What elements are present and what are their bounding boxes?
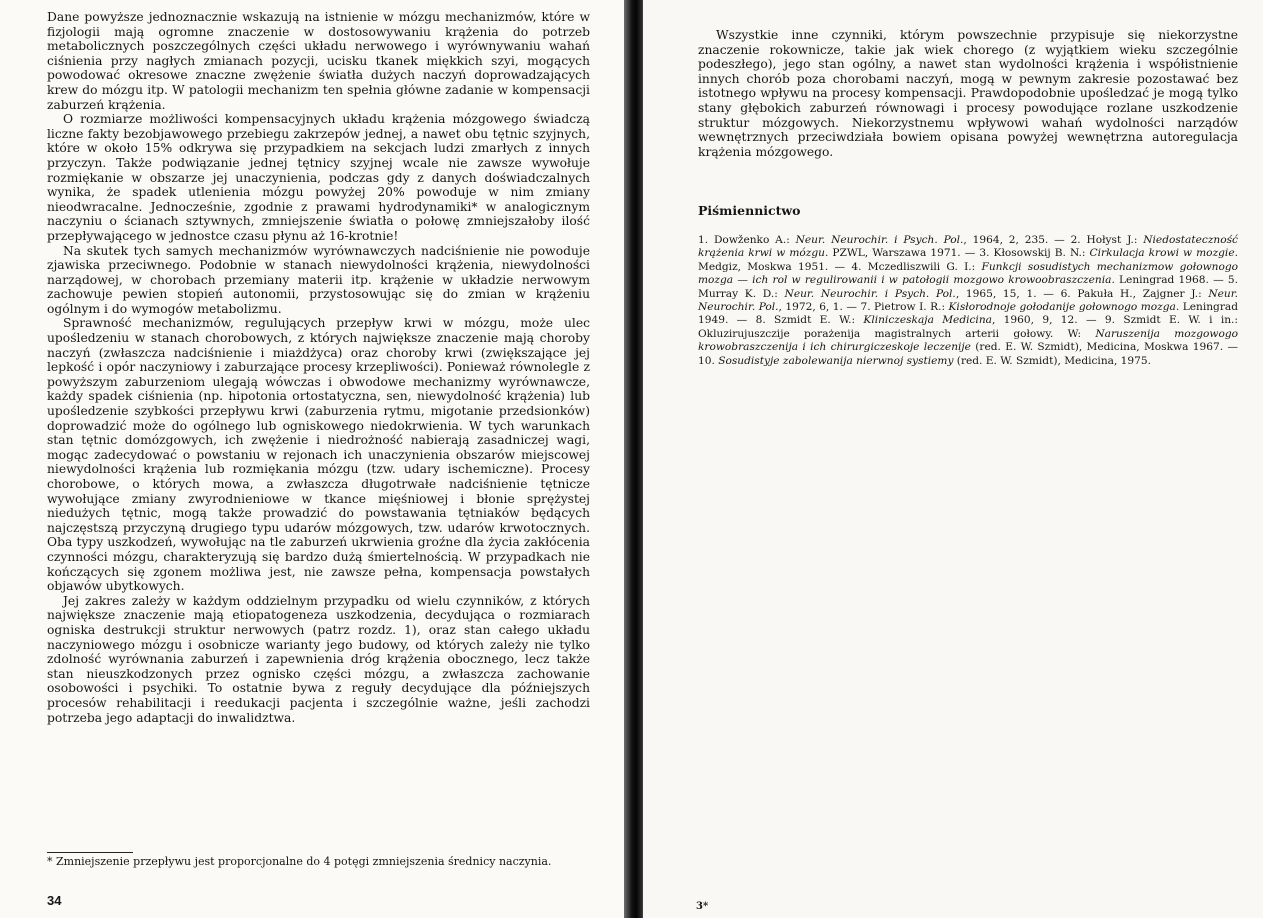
page-number: 34	[47, 893, 62, 908]
paragraph: Jej zakres zależy w każdym oddzielnym przypadku od wielu czynników, z których największe znaczenie mają etiopatogeneza uszkodzenia, decydująca o rozmiarach ogniska destrukcji struktur nerwowych (patrz rozdz. 1), oraz stan całego układu naczyniowego mózgu i osobnicze warianty jego budowy, od których zależy nie tylko zdolność wyrównania zaburzeń i zapewnienia dróg krążenia obocznego, lecz także stan nieuszkodzonych przez ognisko części mózgu, a zwłaszcza zachowanie osobowości i psychiki. To ostatnie bywa z reguły decydujące dla późniejszych procesów rehabilitacji i reedukacji pacjenta i szczególnie ważne, jeśli zachodzi potrzeba jego adaptacji do inwalidztwa.	[47, 593, 590, 725]
right-page	[643, 0, 1263, 918]
left-body-text	[47, 10, 590, 725]
right-body-text	[698, 28, 1238, 159]
bibliography-heading: Piśmiennictwo	[698, 203, 801, 218]
bibliography-entry: 8. Szmidt E. W.: Kliniczeskaja Medicina, 1960, 9, 12. —	[755, 314, 1105, 327]
paragraph: Wszystkie inne czynniki, którym powszechnie przypisuje się niekorzystne znaczenie rokownicze, takie jak wiek chorego (z wyjątkiem wieku szczególnie podeszłego), jego stan ogólny, a nawet stan wydolności krążenia i współistnienie innych chorób poza chorobami naczyń, mogą w pewnym zakresie pozostawać bez istotnego wpływu na procesy kompensacji. Prawdopodobnie upośledzać je mogą tylko stany głębokich zaburzeń równowagi i procesy powodujące rozlane uszkodzenie struktur mózgowych. Niekorzystnemu wpływowi wahań wydolności narządów wewnętrznych przeciwdziała bowiem opisana powyżej wewnętrzna autoregulacja krążenia mózgowego.	[698, 28, 1238, 159]
paragraph: Sprawność mechanizmów, regulujących przepływ krwi w mózgu, może ulec upośledzeniu w stanach chorobowych, z których największe znaczenie mają choroby naczyń (zwłaszcza nadciśnienie i miażdżyca) oraz choroby krwi (zwiększające jej lepkość i opór naczyniowy i zaburzające procesy krzepliwości). Ponieważ równolegle z powyższym zaburzeniom ulegają wówczas i obwodowe mechanizmy wyrównawcze, każdy spadek ciśnienia (np. hipotonia ortostatyczna, sen, niewydolność krążenia) lub upośledzenie szybkości przepływu krwi (zaburzenia rytmu, migotanie przedsionków) doprowadzić może do ogólnego lub ogniskowego niedokrwienia. W tych warunkach stan tętnic domózgowych, ich zwężenie i niedrożność nabierają zasadniczej wagi, mogąc zadecydować o powstaniu w rejonach ich unaczynienia obszarów miejscowej niewydolności krążenia lub rozmiękania mózgu (tzw. udary ischemiczne). Procesy chorobowe, o których mowa, a zwłaszcza długotrwałe nadciśnienie tętnicze wywołujące zmiany zwyrodnieniowe w tkance mięśniowej i błonie sprężystej niedużych tętnic, mogą także prowadzić do powstawania tętniaków będących najczęstszą przyczyną drugiego typu udarów mózgowych, tzw. udarów krwotocznych. Oba typy uszkodzeń, wywołując na tle zaburzeń ukrwienia groźne dla życia zakłócenia czynności mózgu, charakteryzują się bardzo dużą śmiertelnością. W przypadkach nie kończących się zgonem możliwa jest, nie zawsze pełna, kompensacja powstałych objawów ubytkowych.	[47, 316, 590, 594]
bibliography-entry: 6. Pakuła H., Zajgner J.: Neur. Neurochir. Pol., 1972, 6, 1. —	[698, 287, 1239, 314]
bibliography-entry: 1. Dowženko A.: Neur. Neurochir. i Psych. Pol., 1964, 2, 235. —	[698, 234, 1071, 246]
paragraph: O rozmiarze możliwości kompensacyjnych układu krążenia mózgowego świadczą liczne fakty bezobjawowego przebiegu zakrzepów jednej, a nawet obu tętnic szyjnych, które w około 15% odkrywa się przypadkiem na sekcjach ludzi zmarłych z innych przyczyn. Także podwiązanie jednej tętnicy szyjnej wcale nie zawsze wywołuje rozmiękanie w obszarze jej unaczynienia, podczas gdy z danych doświadczalnych wynika, że spadek utlenienia mózgu powyżej 20% powoduje w nim zmiany nieodwracalne. Jednocześnie, zgodnie z prawami hydrodynamiki* w analogicznym naczyniu o ścianach sztywnych, zmniejszenie światła o połowę zmniejszałoby ilość przepływającego w jednostce czasu płynu aż 16-krotnie!	[47, 112, 590, 243]
bibliography-entry: 3. Kłosowskij B. N.: Cirkulacja krowi w mozgie. Medgiz, Moskwa 1951. —	[698, 247, 1238, 273]
paragraph: Na skutek tych samych mechanizmów wyrównawczych nadciśnienie nie powoduje zjawiska przeciwnego. Podobnie w stanach niewydolności krążenia, niewydolności narządowej, w chorobach przemiany materii itp. krążenie w układzie nerwowym zachowuje pewien stopień autonomii, przystosowując się do zmian w krążeniu ogólnym i do wymogów metabolizmu.	[47, 243, 590, 316]
footnote: * Zmniejszenie przepływu jest proporcjonalne do 4 potęgi zmniejszenia średnicy naczynia.	[47, 855, 552, 868]
left-page	[0, 0, 631, 918]
bibliography-entry: 2. Hołyst J.: Niedostateczność krążenia krwi w mózgu. PZWL, Warszawa 1971. —	[698, 234, 1238, 260]
bibliography-entry: 9. Szmidt E. W. i in.: Okluzirujuszczije porażenija magistralnych arterii gołowy. W: Naruszenija mozgowogo krowobraszczenija i ich chirurgiczeskoje leczenije (red. E. W. Szmidt), Medicina, Moskwa 1967. —	[698, 314, 1238, 354]
bibliography-entry: 10. Sosudistyje zabolewanija nierwnoj systiemy (red. E. W. Szmidt), Medicina, 1975.	[698, 354, 1152, 367]
bibliography-entry: 7. Pietrow I. R.: Kisłorodnoje gołodanije gołownogo mozga. Leningrad 1949. —	[698, 301, 1238, 327]
paragraph: Dane powyższe jednoznacznie wskazują na istnienie w mózgu mechanizmów, które w fizjologii mają ogromne znaczenie w dostosowywaniu krążenia do potrzeb metabolicznych poszczególnych części układu nerwowego i wyrównywaniu wahań ciśnienia przy nagłych zmianach pozycji, ucisku tkanek miękkich szyi, mogących powodować okresowe znaczne zwężenie światła dużych naczyń doprowadzających krew do mózgu itp. W patologii mechanizm ten spełnia główne zadanie w kompensacji zaburzeń krążenia.	[47, 10, 590, 112]
bibliography-entry: 5. Murray K. D.: Neur. Neurochir. i Psych. Pol., 1965, 15, 1. —	[698, 274, 1238, 300]
printer-signature-mark: 3*	[696, 901, 709, 912]
bibliography-list	[698, 234, 1238, 368]
footnote-rule	[47, 852, 133, 853]
bibliography-entry: 4. Mczedliszwili G. I.: Funkcji sosudistych mechanizmow gołownogo mozga — ich rol w regulirowanii i w patołogii mozgowo krowoobraszczenia. Leningrad 1968. —	[698, 260, 1239, 287]
